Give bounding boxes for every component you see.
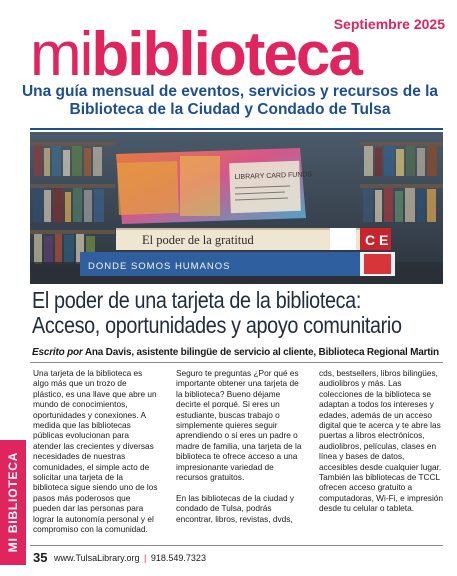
- byline-rule: [30, 362, 443, 363]
- page-footer: [33, 550, 206, 565]
- headline-line-2: Acceso, oportunidades y apoyo comunitario: [32, 312, 402, 338]
- issue-date: Septiembre 2025: [333, 16, 445, 32]
- brand-prefix: mi: [30, 20, 92, 89]
- headline-line-1: El poder de una tarjeta de la biblioteca:: [32, 287, 361, 313]
- book-top-label: LIBRARY CARD FUNDS: [234, 171, 313, 182]
- page-number: 35: [33, 550, 48, 565]
- brand-main: biblioteca: [91, 20, 361, 89]
- article-headline: [32, 287, 402, 338]
- paragraph: Seguro te preguntas ¿Por qué es importante obtener una tarjeta de la biblioteca? Bueno déjame decirte el porqué. Si eres un estudiante, buscas trabajo o simplemente quieres seguir aprendiendo o si eres un padre o madre de familia, una tarjeta de la biblioteca te ofrece acceso a una impresionante variedad de recursos gratuitos.: [176, 368, 302, 483]
- paragraph: cds, bestsellers, libros bilingües, audiolibros y más. Las colecciones de la biblioteca se adaptan a todos los intereses y edades, además de un acceso digital que te acerca y te abre las puertas a libros electrónicos, audiolibros, películas, clases en línea y bases de datos, accesibles desde cualquier lugar. También las bibliotecas de TCCL ofrecen acceso gratuito a computadoras, Wi-Fi, e impresión desde tu celular o tableta.: [319, 368, 444, 514]
- phone-number: 918.549.7323: [150, 553, 206, 563]
- masthead: [30, 10, 445, 90]
- column-3: [319, 368, 445, 524]
- feature-photo: [30, 132, 443, 284]
- paragraph: En las bibliotecas de la ciudad y condado de Tulsa, podrás encontrar, libros, revistas, dvds,: [176, 492, 295, 524]
- section-side-tab: [0, 440, 26, 565]
- footer-separator: |: [144, 553, 147, 563]
- footer-rule: [30, 545, 443, 546]
- book-middle-title: El poder de la gratitud: [142, 233, 254, 247]
- book-bottom-title: DONDE SOMOS HUMANOS: [88, 261, 231, 272]
- byline: [32, 347, 442, 358]
- byline-prefix: Escrito por: [32, 347, 83, 358]
- column-1: [33, 368, 159, 545]
- tagline: Una guía mensual de eventos, servicios y recursos de la Biblioteca de la Ciudad y Condado de Tulsa: [21, 83, 439, 118]
- books-illustration: [30, 132, 443, 284]
- side-tab-label: MI BIBLIOTECA: [6, 451, 20, 553]
- website-link[interactable]: www.TulsaLibrary.org: [53, 553, 140, 563]
- column-2: [176, 368, 302, 534]
- header-rule: [30, 128, 443, 130]
- byline-author: Ana Davis, asistente bilingüe de servicio al cliente, Biblioteca Regional Martin: [84, 347, 439, 358]
- article-body: [33, 368, 443, 538]
- paragraph: Una tarjeta de la biblioteca es algo más que un trozo de plástico, es una llave que abre un mundo de conocimientos, oportunidades y conexiones. A medida que las bibliotecas públicas evolucionan para atender las crecientes y diversas necesidades de nuestras comunidades, el simple acto de solicitar una tarjeta de la biblioteca sigue siendo uno de los pasos más poderosos que pueden dar las personas para lograr la autonomía personal y el compromiso con la comunidad.: [33, 368, 158, 535]
- brand-logo: [30, 20, 361, 89]
- svg-text:C E: C E: [365, 232, 389, 248]
